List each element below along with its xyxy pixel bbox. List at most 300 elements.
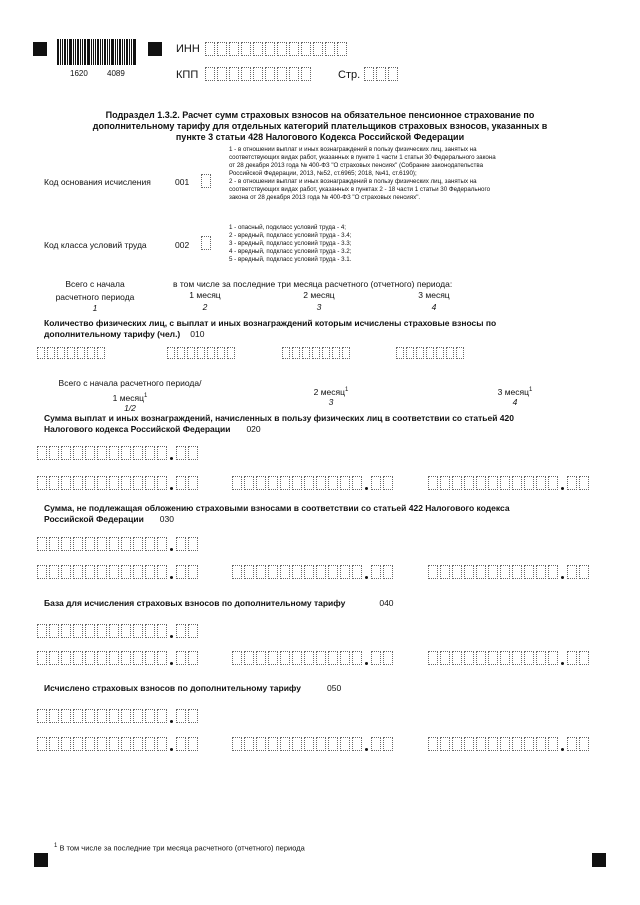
input-cell[interactable] [371,737,381,751]
input-cell[interactable] [316,737,326,751]
input-cell[interactable] [121,537,131,551]
input-cell[interactable] [121,651,131,665]
input-cell[interactable] [37,709,47,723]
field-030-month1[interactable] [37,565,200,579]
input-cell[interactable] [536,476,546,490]
input-cell[interactable] [268,651,278,665]
input-cell[interactable] [61,624,71,638]
input-cell[interactable] [61,737,71,751]
input-cell[interactable] [579,476,589,490]
code-basis-field[interactable] [201,174,213,188]
input-cell[interactable] [428,737,438,751]
input-cell[interactable] [109,537,119,551]
input-cell[interactable] [157,476,167,490]
input-cell[interactable] [97,537,107,551]
input-cell[interactable] [328,651,338,665]
input-cell[interactable] [292,347,300,359]
input-cell[interactable] [133,446,143,460]
input-cell[interactable] [73,565,83,579]
input-cell[interactable] [302,347,310,359]
input-cell[interactable] [488,651,498,665]
input-cell[interactable] [512,651,522,665]
input-cell[interactable] [292,651,302,665]
input-cell[interactable] [456,347,464,359]
input-cell[interactable] [280,565,290,579]
input-cell[interactable] [328,476,338,490]
decimal-point [364,476,369,490]
input-cell[interactable] [37,347,45,359]
input-cell[interactable] [416,347,424,359]
input-cell[interactable] [229,42,239,56]
input-cell[interactable] [217,42,227,56]
input-cell[interactable] [548,565,558,579]
field-050-month2[interactable] [232,737,395,751]
input-cell[interactable] [232,476,242,490]
input-cell[interactable] [49,537,59,551]
input-cell[interactable] [265,67,275,81]
input-cell[interactable] [452,565,462,579]
input-cell[interactable] [280,651,290,665]
input-cell[interactable] [488,476,498,490]
input-cell[interactable] [121,624,131,638]
input-cell[interactable] [145,624,155,638]
input-cell[interactable] [61,537,71,551]
input-cell[interactable] [376,67,386,81]
input-cell[interactable] [157,709,167,723]
input-cell[interactable] [133,537,143,551]
input-cell[interactable] [67,347,75,359]
input-cell[interactable] [371,476,381,490]
input-cell[interactable] [49,737,59,751]
field-040-total[interactable] [37,624,200,638]
field-030-month3[interactable] [428,565,591,579]
input-cell[interactable] [316,565,326,579]
field-010-month3[interactable] [396,347,466,359]
input-cell[interactable] [49,624,59,638]
input-cell[interactable] [512,737,522,751]
input-cell[interactable] [352,737,362,751]
input-cell[interactable] [268,737,278,751]
input-cell[interactable] [121,476,131,490]
input-cell[interactable] [304,651,314,665]
input-cell[interactable] [157,624,167,638]
input-cell[interactable] [241,67,251,81]
input-cell[interactable] [277,42,287,56]
input-cell[interactable] [97,651,107,665]
input-cell[interactable] [536,737,546,751]
input-cell[interactable] [49,709,59,723]
input-cell[interactable] [176,709,186,723]
input-cell[interactable] [73,624,83,638]
field-030-total[interactable] [37,537,200,551]
input-cell[interactable] [61,651,71,665]
input-cell[interactable] [244,476,254,490]
input-cell[interactable] [524,737,534,751]
input-cell[interactable] [201,236,211,250]
input-cell[interactable] [312,347,320,359]
input-cell[interactable] [337,42,347,56]
input-cell[interactable] [440,565,450,579]
input-cell[interactable] [268,476,278,490]
input-cell[interactable] [227,347,235,359]
input-cell[interactable] [352,565,362,579]
input-cell[interactable] [301,67,311,81]
input-cell[interactable] [188,624,198,638]
input-cell[interactable] [97,476,107,490]
input-cell[interactable] [157,651,167,665]
input-cell[interactable] [37,624,47,638]
input-cell[interactable] [548,476,558,490]
input-cell[interactable] [289,42,299,56]
input-cell[interactable] [500,565,510,579]
input-cell[interactable] [440,651,450,665]
input-cell[interactable] [446,347,454,359]
input-cell[interactable] [49,446,59,460]
input-cell[interactable] [109,565,119,579]
input-cell[interactable] [352,651,362,665]
input-cell[interactable] [500,737,510,751]
input-cell[interactable] [340,476,350,490]
input-cell[interactable] [109,651,119,665]
input-cell[interactable] [325,42,335,56]
input-cell[interactable] [567,737,577,751]
input-cell[interactable] [207,347,215,359]
input-cell[interactable] [145,651,155,665]
input-cell[interactable] [49,565,59,579]
field-020-total[interactable] [37,446,200,460]
input-cell[interactable] [316,651,326,665]
input-cell[interactable] [97,737,107,751]
input-cell[interactable] [301,42,311,56]
input-cell[interactable] [133,737,143,751]
input-cell[interactable] [73,651,83,665]
input-cell[interactable] [145,537,155,551]
input-cell[interactable] [97,565,107,579]
field-040-month3[interactable] [428,651,591,665]
field-040-month1[interactable] [37,651,200,665]
input-cell[interactable] [57,347,65,359]
input-cell[interactable] [256,476,266,490]
input-cell[interactable] [176,737,186,751]
input-cell[interactable] [256,737,266,751]
input-cell[interactable] [109,446,119,460]
input-cell[interactable] [328,737,338,751]
input-cell[interactable] [37,737,47,751]
input-cell[interactable] [244,737,254,751]
input-cell[interactable] [205,67,215,81]
input-cell[interactable] [548,651,558,665]
input-cell[interactable] [241,42,251,56]
input-cell[interactable] [97,446,107,460]
input-cell[interactable] [232,737,242,751]
input-cell[interactable] [383,737,393,751]
input-cell[interactable] [197,347,205,359]
input-cell[interactable] [256,651,266,665]
input-cell[interactable] [280,737,290,751]
input-cell[interactable] [85,624,95,638]
input-cell[interactable] [97,347,105,359]
input-cell[interactable] [512,476,522,490]
input-cell[interactable] [177,347,185,359]
input-cell[interactable] [383,476,393,490]
input-cell[interactable] [176,565,186,579]
input-cell[interactable] [340,737,350,751]
input-cell[interactable] [109,737,119,751]
input-cell[interactable] [73,709,83,723]
field-010-total[interactable] [37,347,107,359]
page-number-field[interactable] [364,67,400,81]
input-cell[interactable] [188,476,198,490]
field-050-code: 050 [326,683,342,693]
input-cell[interactable] [121,737,131,751]
input-cell[interactable] [476,651,486,665]
input-cell[interactable] [322,347,330,359]
input-cell[interactable] [292,565,302,579]
input-cell[interactable] [500,476,510,490]
input-cell[interactable] [133,624,143,638]
input-cell[interactable] [282,347,290,359]
input-cell[interactable] [145,709,155,723]
input-cell[interactable] [464,476,474,490]
input-cell[interactable] [109,709,119,723]
input-cell[interactable] [488,565,498,579]
input-cell[interactable] [145,737,155,751]
input-cell[interactable] [176,651,186,665]
mid-month2-caption [291,385,371,407]
input-cell[interactable] [464,565,474,579]
input-cell[interactable] [567,476,577,490]
input-cell[interactable] [426,347,434,359]
input-cell[interactable] [332,347,340,359]
input-cell[interactable] [85,565,95,579]
input-cell[interactable] [188,709,198,723]
input-cell[interactable] [145,476,155,490]
input-cell[interactable] [85,537,95,551]
input-cell[interactable] [73,476,83,490]
input-cell[interactable] [268,565,278,579]
input-cell[interactable] [536,565,546,579]
input-cell[interactable] [188,737,198,751]
input-cell[interactable] [61,446,71,460]
input-cell[interactable] [512,565,522,579]
field-020-month2[interactable] [232,476,395,490]
input-cell[interactable] [567,651,577,665]
input-cell[interactable] [476,565,486,579]
field-020-month3[interactable] [428,476,591,490]
input-cell[interactable] [440,737,450,751]
input-cell[interactable] [133,476,143,490]
input-cell[interactable] [167,347,175,359]
input-cell[interactable] [188,565,198,579]
input-cell[interactable] [548,737,558,751]
input-cell[interactable] [85,651,95,665]
field-010-month1[interactable] [167,347,237,359]
input-cell[interactable] [176,537,186,551]
inn-field[interactable] [205,42,349,56]
input-cell[interactable] [109,476,119,490]
field-050-month1[interactable] [37,737,200,751]
input-cell[interactable] [85,476,95,490]
input-cell[interactable] [97,624,107,638]
input-cell[interactable] [73,537,83,551]
month3-number: 4 [431,302,437,312]
input-cell[interactable] [440,476,450,490]
input-cell[interactable] [579,565,589,579]
input-cell[interactable] [121,565,131,579]
input-cell[interactable] [244,651,254,665]
input-cell[interactable] [352,476,362,490]
input-cell[interactable] [37,651,47,665]
input-cell[interactable] [157,446,167,460]
input-cell[interactable] [133,709,143,723]
input-cell[interactable] [396,347,404,359]
input-cell[interactable] [217,347,225,359]
input-cell[interactable] [371,651,381,665]
input-cell[interactable] [85,709,95,723]
field-010-month2[interactable] [282,347,352,359]
input-cell[interactable] [188,651,198,665]
input-cell[interactable] [280,476,290,490]
input-cell[interactable] [232,651,242,665]
input-cell[interactable] [37,446,47,460]
field-020-month1[interactable] [37,476,200,490]
input-cell[interactable] [49,651,59,665]
input-cell[interactable] [579,737,589,751]
field-040-month2[interactable] [232,651,395,665]
input-cell[interactable] [61,709,71,723]
input-cell[interactable] [201,174,211,188]
input-cell[interactable] [316,476,326,490]
input-cell[interactable] [37,476,47,490]
input-cell[interactable] [87,347,95,359]
input-cell[interactable] [229,67,239,81]
input-cell[interactable] [253,42,263,56]
input-cell[interactable] [37,565,47,579]
input-cell[interactable] [488,737,498,751]
input-cell[interactable] [428,476,438,490]
input-cell[interactable] [188,537,198,551]
input-cell[interactable] [452,476,462,490]
decimal-point [560,651,565,665]
input-cell[interactable] [133,565,143,579]
input-cell[interactable] [133,651,143,665]
input-cell[interactable] [536,651,546,665]
input-cell[interactable] [109,624,119,638]
input-cell[interactable] [292,476,302,490]
input-cell[interactable] [524,651,534,665]
input-cell[interactable] [176,476,186,490]
input-cell[interactable] [383,651,393,665]
input-cell[interactable] [176,446,186,460]
inn-label: ИНН [176,43,200,55]
kpp-field[interactable] [205,67,313,81]
input-cell[interactable] [304,565,314,579]
input-cell[interactable] [188,446,198,460]
input-cell[interactable] [157,537,167,551]
input-cell[interactable] [567,565,577,579]
registration-marker-top-center [148,42,162,56]
input-cell[interactable] [292,737,302,751]
input-cell[interactable] [121,446,131,460]
input-cell[interactable] [304,476,314,490]
input-cell[interactable] [524,476,534,490]
input-cell[interactable] [428,651,438,665]
input-cell[interactable] [73,737,83,751]
input-cell[interactable] [388,67,398,81]
input-cell[interactable] [61,565,71,579]
input-cell[interactable] [464,651,474,665]
input-cell[interactable] [145,446,155,460]
input-cell[interactable] [232,565,242,579]
input-cell[interactable] [121,709,131,723]
input-cell[interactable] [253,67,263,81]
input-cell[interactable] [277,67,287,81]
mid-col1-line2: 1 месяц [112,392,145,403]
field-050-total[interactable] [37,709,200,723]
input-cell[interactable] [77,347,85,359]
input-cell[interactable] [342,347,350,359]
input-cell[interactable] [428,565,438,579]
input-cell[interactable] [304,737,314,751]
input-cell[interactable] [47,347,55,359]
input-cell[interactable] [265,42,275,56]
input-cell[interactable] [500,651,510,665]
input-cell[interactable] [37,537,47,551]
input-cell[interactable] [452,737,462,751]
input-cell[interactable] [61,476,71,490]
input-cell[interactable] [364,67,374,81]
section-title-line1: Подраздел 1.3.2. Расчет сумм страховых взносов на обязательное пенсионное страхование по [105,110,535,120]
input-cell[interactable] [406,347,414,359]
input-cell[interactable] [145,565,155,579]
input-cell[interactable] [476,476,486,490]
input-cell[interactable] [524,565,534,579]
input-cell[interactable] [476,737,486,751]
input-cell[interactable] [85,446,95,460]
field-050-month3[interactable] [428,737,591,751]
input-cell[interactable] [340,565,350,579]
input-cell[interactable] [328,565,338,579]
input-cell[interactable] [340,651,350,665]
input-cell[interactable] [289,67,299,81]
input-cell[interactable] [383,565,393,579]
kpp-label: КПП [176,69,199,81]
input-cell[interactable] [157,565,167,579]
input-cell[interactable] [85,737,95,751]
input-cell[interactable] [49,476,59,490]
input-cell[interactable] [244,565,254,579]
input-cell[interactable] [436,347,444,359]
input-cell[interactable] [371,565,381,579]
input-cell[interactable] [97,709,107,723]
input-cell[interactable] [176,624,186,638]
input-cell[interactable] [187,347,195,359]
input-cell[interactable] [464,737,474,751]
input-cell[interactable] [256,565,266,579]
input-cell[interactable] [157,737,167,751]
code-class-field[interactable] [201,236,213,250]
code-basis-note: закона от 28 декабря 2013 года № 400-ФЗ "О страховых пенсиях". [229,194,421,201]
input-cell[interactable] [205,42,215,56]
input-cell[interactable] [313,42,323,56]
input-cell[interactable] [217,67,227,81]
input-cell[interactable] [452,651,462,665]
input-cell[interactable] [73,446,83,460]
input-cell[interactable] [579,651,589,665]
col1-number: 1 [92,303,98,313]
month1-number: 2 [202,302,208,312]
field-030-month2[interactable] [232,565,395,579]
